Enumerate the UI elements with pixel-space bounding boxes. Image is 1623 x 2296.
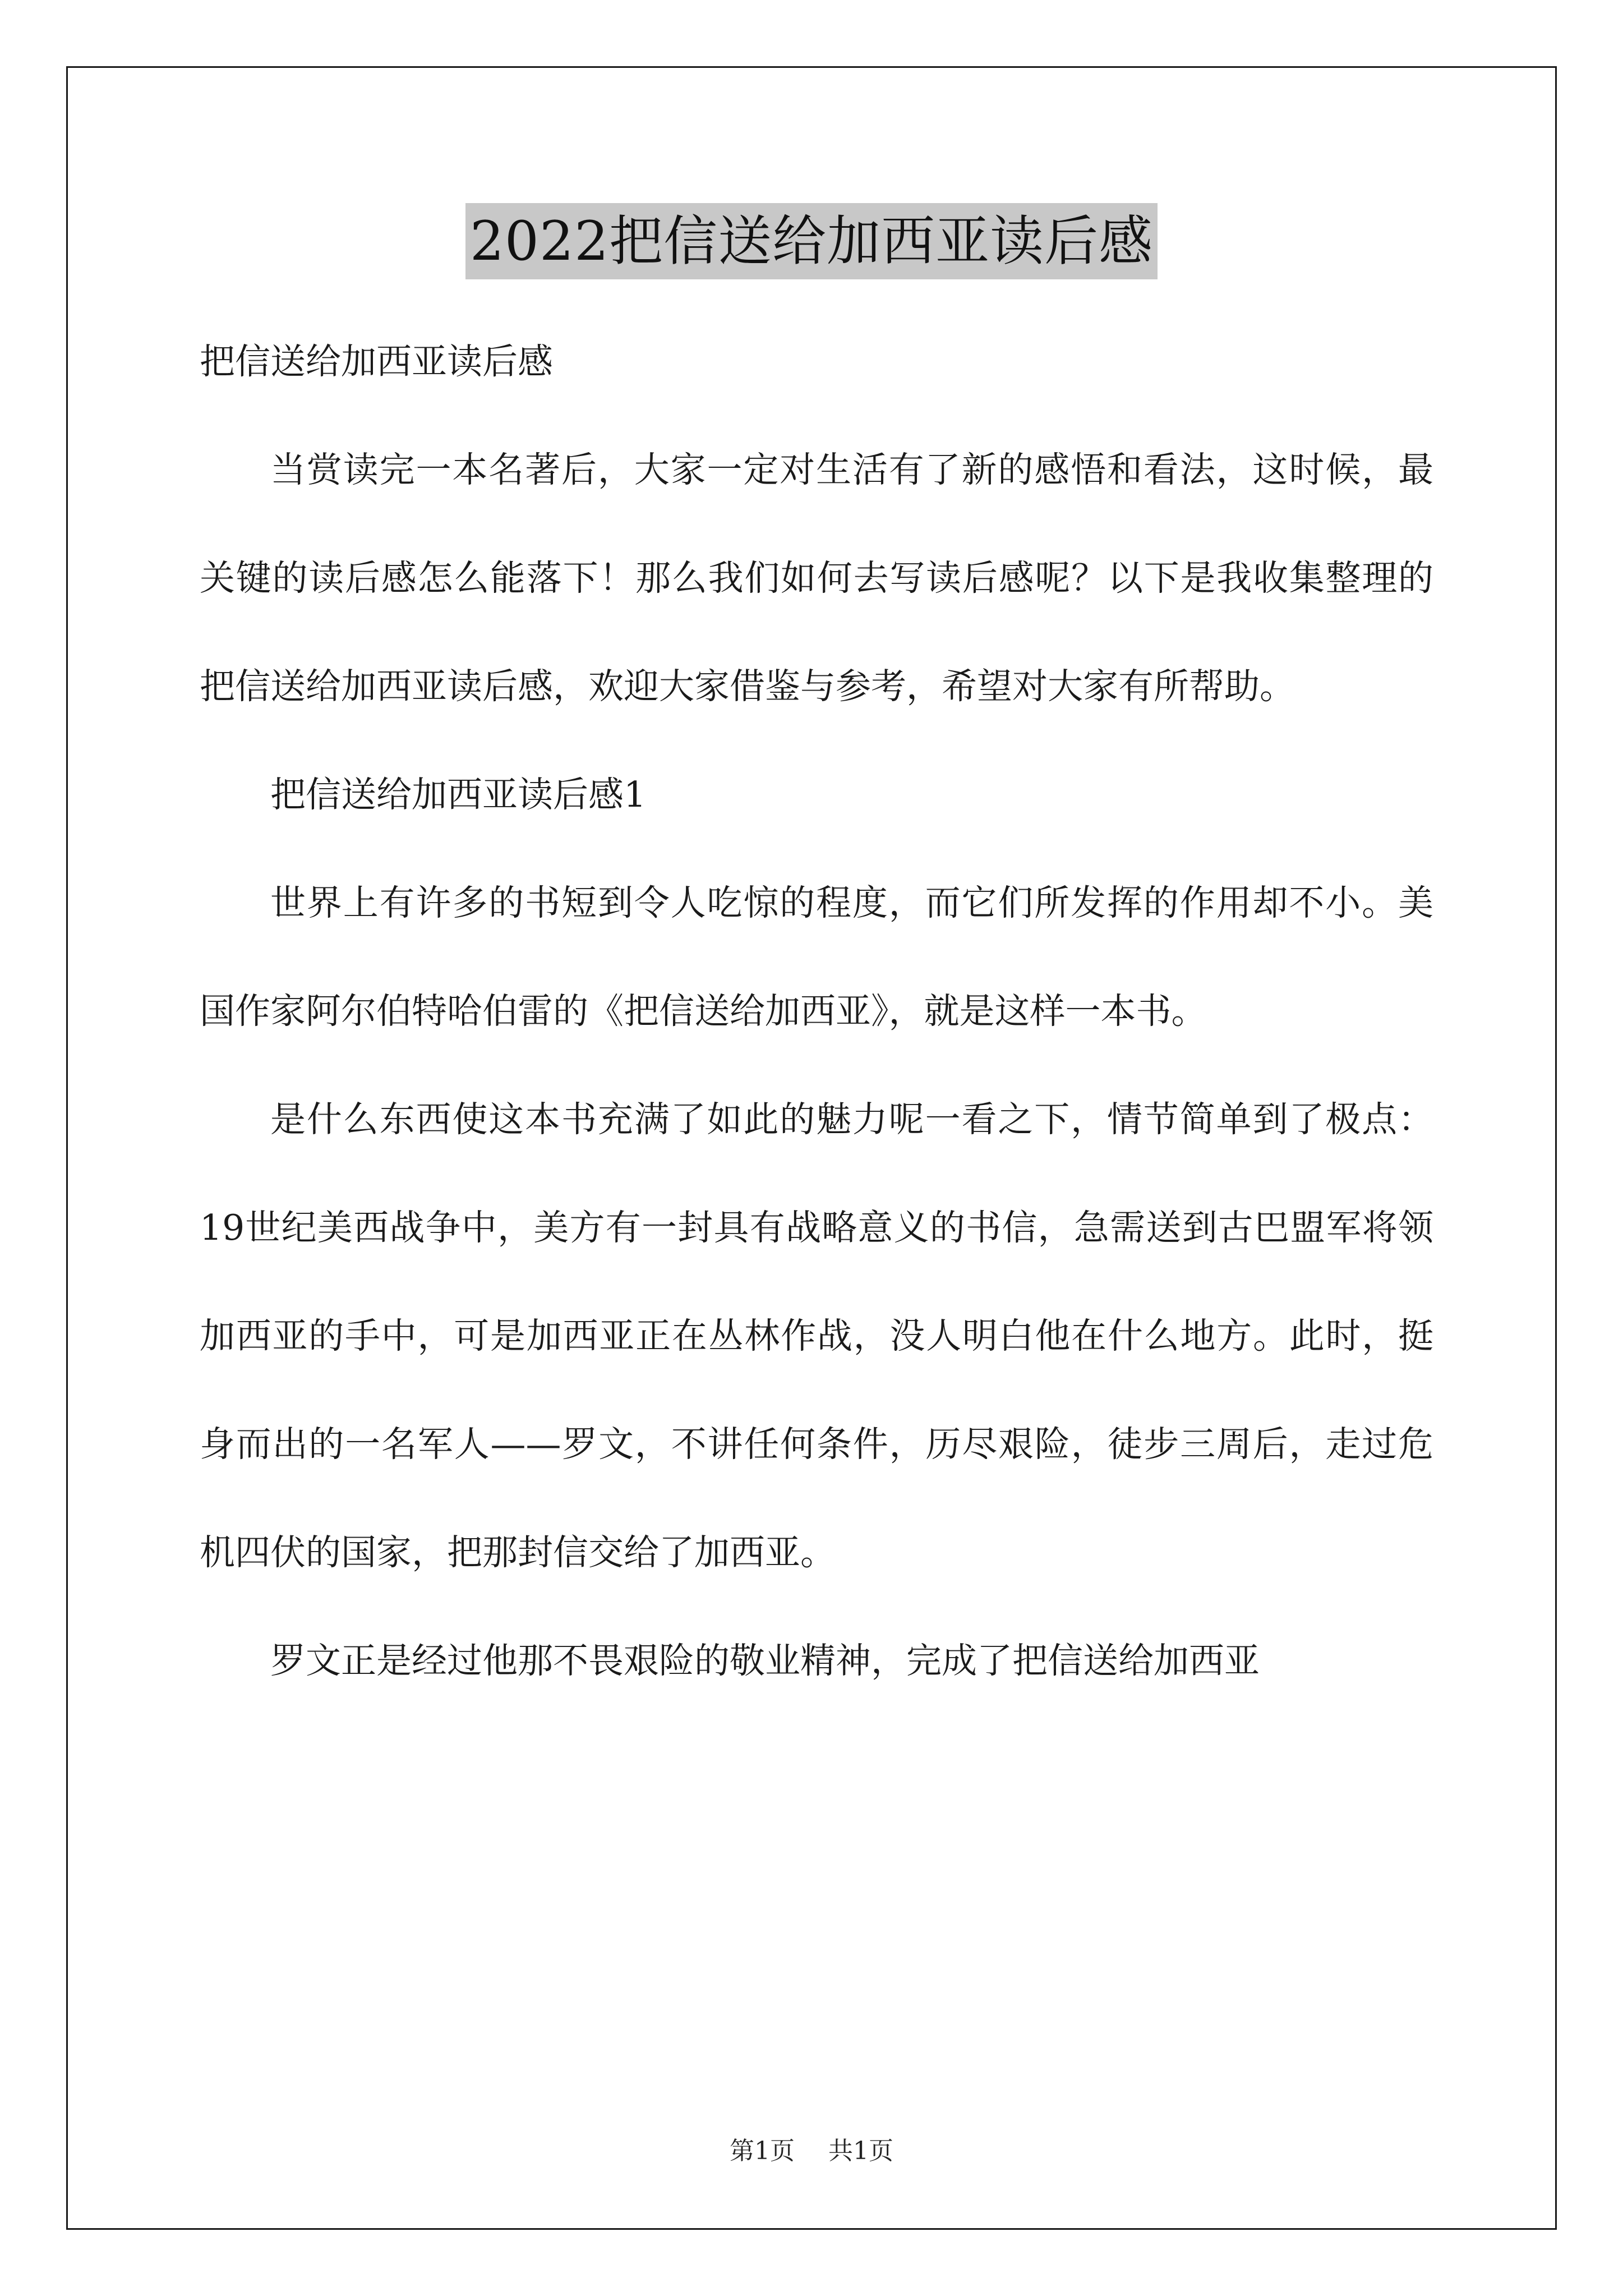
paragraph-intro: 当赏读完一本名著后，大家一定对生活有了新的感悟和看法，这时候，最关键的读后感怎么能落下！那么我们如何去写读后感呢？以下是我收集整理的把信送给加西亚读后感，欢迎大家借鉴与参考，希望对大家有所帮助。 (200, 449, 1433, 707)
page-footer (0, 2131, 1623, 2166)
paragraph-body-3: 罗文正是经过他那不畏艰险的敬业精神，完成了把信送给加西亚 (270, 1640, 1260, 1681)
title-wrap (0, 203, 1623, 279)
document-title: 2022把信送给加西亚读后感 (465, 203, 1158, 279)
page-total: 共1页 (828, 2137, 893, 2165)
document-body (200, 307, 1433, 1715)
paragraph-body-2: 是什么东西使这本书充满了如此的魅力呢一看之下，情节简单到了极点：19世纪美西战争中，美方有一封具有战略意义的书信，急需送到古巴盟军将领加西亚的手中，可是加西亚正在丛林作战，没人明白他在什么地方。此时，挺身而出的一名军人——罗文，不讲任何条件，历尽艰险，徒步三周后，走过危机四伏的国家，把那封信交给了加西亚。 (200, 1099, 1433, 1573)
paragraph-body-1: 世界上有许多的书短到令人吃惊的程度，而它们所发挥的作用却不小。美国作家阿尔伯特哈伯雷的《把信送给加西亚》，就是这样一本书。 (200, 882, 1433, 1032)
paragraph-subtitle: 把信送给加西亚读后感 (200, 341, 553, 382)
page-number: 第1页 (730, 2137, 795, 2165)
paragraph-section-heading: 把信送给加西亚读后感1 (270, 774, 647, 815)
